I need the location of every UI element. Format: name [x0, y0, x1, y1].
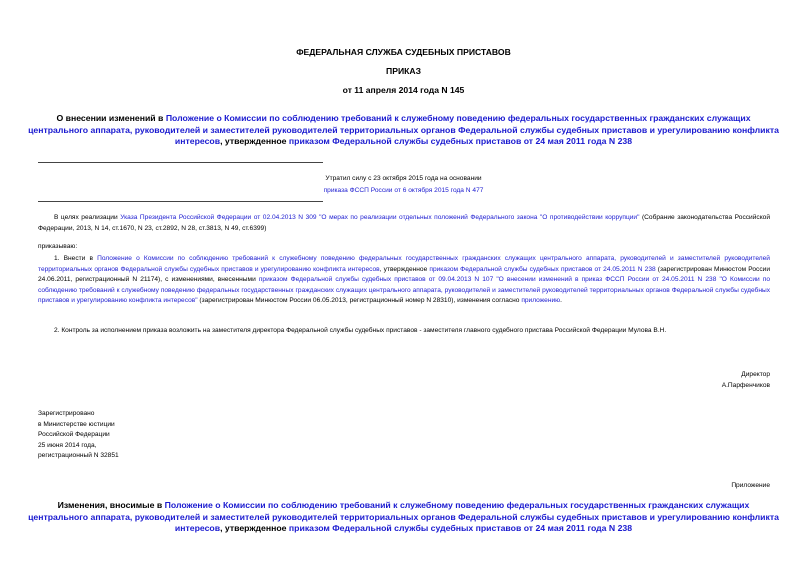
appendix-prefix: Изменения, вносимые в — [57, 500, 165, 510]
signature-block — [570, 370, 770, 391]
appendix-order-link[interactable]: приказом Федеральной службы судебных приставов от 24 мая 2011 года N 238 — [288, 523, 633, 533]
appendix-regulation-link[interactable]: Положение о Комиссии по соблюдению требований к служебному поведению федеральных государственных гражданских служащих центрального аппарата, руководителей и заместителей руководителей территориальных органов Федеральной службы судебных приставов и урегулированию конфликта интересов — [28, 500, 779, 533]
registration-line: Зарегистрировано — [38, 410, 95, 417]
registration-block — [38, 409, 119, 462]
registration-line: в Министерстве юстиции — [38, 420, 115, 428]
validity-note — [0, 175, 807, 195]
item1-order-238-link[interactable]: приказом Федеральной службы судебных приставов от 24.05.2011 N 238 — [429, 265, 656, 273]
validity-line: Утратил силу с 23 октября 2015 года на основании — [325, 175, 482, 182]
item1-text-b: , утвержденное — [379, 265, 430, 273]
item1-text-d: (зарегистрирован Минюстом России 06.05.2013, регистрационный номер N 28310), изменения согласно — [197, 297, 522, 304]
registration-line: Российской Федерации — [38, 431, 110, 438]
item1-order-107-link[interactable]: приказом Федеральной службы судебных приставов от 09.04.2013 N 107 "О внесении изменений в приказ ФССП России от 24.05.2011 N 238 "О Комиссии по соблюдению требований к служебному поведению федеральных государственных гражданских служащих центрального аппарата, руководителей и заместителей руководителей территориальных органов Федеральной службы судебных приставов и урегулированию конфликта интересов" — [38, 276, 770, 304]
preamble-paragraph — [38, 213, 770, 234]
item1-appendix-link[interactable]: приложению — [521, 297, 561, 304]
doc-type: ПРИКАЗ — [386, 66, 421, 76]
preamble-decree-link[interactable]: Указа Президента Российской Федерации от 02.04.2013 N 309 "О мерах по реализации отдельных положений Федерального закона "О противодействии коррупции" — [120, 214, 640, 221]
signature-name: А.Парфенчиков — [721, 381, 770, 389]
title-prefix: О внесении изменений в — [56, 113, 166, 123]
divider-bottom — [38, 201, 323, 202]
item1-text-e: . — [560, 297, 562, 304]
title-link-order[interactable]: приказом Федеральной службы судебных приставов от 24 мая 2011 года N 238 — [288, 136, 633, 146]
divider-top — [38, 162, 323, 163]
appendix-mid: , утвержденное — [220, 523, 289, 533]
validity-link[interactable]: приказа ФССП России от 6 октября 2015 года N 477 — [323, 186, 484, 194]
preamble-suffix: (Собрание законодательства Российской Федерации, 2013, N 14, ст.1670, N 23, ст.2892, N 28, ст.3813, N 49, ст.6399) — [38, 214, 771, 232]
appendix-title — [28, 500, 779, 535]
item1-text-a: 1. Внести в — [54, 255, 98, 262]
registration-line: регистрационный N 32851 — [38, 452, 119, 459]
order-title — [28, 113, 779, 148]
signature-position: Директор — [741, 371, 770, 378]
title-link-regulation[interactable]: Положение о Комиссии по соблюдению требований к служебному поведению федеральных государственных гражданских служащих центрального аппарата, руководителей и заместителей руководителей территориальных органов Федеральной службы судебных приставов и урегулированию конфликта интересов — [28, 113, 779, 146]
agency-name: ФЕДЕРАЛЬНАЯ СЛУЖБА СУДЕБНЫХ ПРИСТАВОВ — [296, 47, 511, 57]
title-mid: , утвержденное — [220, 136, 289, 146]
preamble-prefix: В целях реализации — [54, 214, 121, 221]
appendix-label: Приложение — [731, 482, 770, 489]
item1-text-c: (зарегистрирован Минюстом России 24.06.2011, регистрационный N 21174), с изменениями, внесенными — [38, 265, 770, 283]
order-item-1 — [38, 254, 770, 307]
order-item-2: 2. Контроль за исполнением приказа возложить на заместителя директора Федеральной службы судебных приставов - заместителя главного судебного пристава Российской Федерации Мулова В.Н. — [54, 327, 667, 334]
item1-regulation-link[interactable]: Положение о Комиссии по соблюдению требований к служебному поведению федеральных государственных гражданских служащих центрального аппарата, руководителей и заместителей руководителей территориальных органов Федеральной службы судебных приставов и урегулированию конфликта интересов — [38, 255, 770, 273]
order-word: приказываю: — [38, 243, 78, 250]
registration-line: 25 июня 2014 года, — [38, 441, 97, 449]
order-date: от 11 апреля 2014 года N 145 — [342, 85, 465, 95]
